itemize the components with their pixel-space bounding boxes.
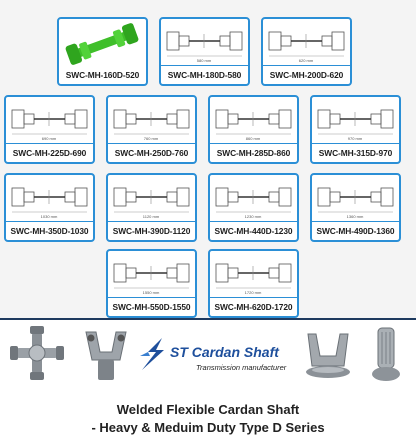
svg-text:1550 mm: 1550 mm	[142, 290, 160, 295]
svg-text:1030 mm: 1030 mm	[40, 214, 58, 219]
shaft-drawing-icon	[213, 100, 294, 144]
product-card[interactable]	[4, 173, 95, 242]
product-card-label: SWC-MH-550D-1550	[108, 297, 195, 316]
product-photo	[62, 22, 143, 66]
technical-drawing	[213, 254, 294, 298]
footer-line-1: Welded Flexible Cardan Shaft	[116, 402, 300, 417]
svg-text:690 mm: 690 mm	[41, 136, 57, 141]
st-logo-icon	[138, 336, 168, 372]
product-card[interactable]	[106, 95, 197, 164]
shaft-drawing-icon	[111, 254, 192, 298]
spline-shaft-icon	[366, 326, 406, 384]
product-card-label: SWC-MH-620D-1720	[210, 297, 297, 316]
product-card[interactable]	[106, 249, 197, 318]
brand-logo-subtitle: Transmission manufacturer	[196, 363, 287, 372]
technical-drawing	[315, 178, 396, 222]
svg-text:860 mm: 860 mm	[245, 136, 261, 141]
product-card[interactable]	[159, 17, 250, 86]
footer-title	[0, 386, 416, 446]
svg-text:620 mm: 620 mm	[298, 58, 314, 63]
shaft-drawing-icon	[213, 178, 294, 222]
svg-text:970 mm: 970 mm	[347, 136, 363, 141]
svg-text:1360 mm: 1360 mm	[346, 214, 364, 219]
shaft-drawing-icon	[315, 178, 396, 222]
product-card[interactable]	[208, 249, 299, 318]
technical-drawing	[213, 178, 294, 222]
yoke-icon	[80, 326, 132, 382]
technical-drawing	[164, 22, 245, 66]
product-card[interactable]	[57, 17, 148, 86]
product-card[interactable]	[208, 95, 299, 164]
svg-text:760 mm: 760 mm	[143, 136, 159, 141]
cross-joint-icon	[8, 326, 66, 380]
product-card-label: SWC-MH-225D-690	[6, 143, 93, 162]
product-card-label: SWC-MH-250D-760	[108, 143, 195, 162]
product-card-label: SWC-MH-490D-1360	[312, 221, 399, 240]
product-card[interactable]	[310, 173, 401, 242]
product-card[interactable]	[310, 95, 401, 164]
product-card-label: SWC-MH-440D-1230	[210, 221, 297, 240]
shaft-drawing-icon	[111, 178, 192, 222]
footer-line-2: - Heavy & Meduim Duty Type D Series	[91, 420, 325, 435]
flange-yoke-icon	[298, 326, 358, 382]
svg-text:580 mm: 580 mm	[196, 58, 212, 63]
brand-logo-text: ST Cardan Shaft	[170, 344, 279, 360]
product-card-label: SWC-MH-350D-1030	[6, 221, 93, 240]
technical-drawing	[315, 100, 396, 144]
shaft-drawing-icon	[9, 100, 90, 144]
technical-drawing	[111, 100, 192, 144]
product-card[interactable]	[4, 95, 95, 164]
shaft-drawing-icon	[111, 100, 192, 144]
shaft-drawing-icon	[315, 100, 396, 144]
product-card-label: SWC-MH-200D-620	[263, 65, 350, 84]
shaft-drawing-icon	[213, 254, 294, 298]
technical-drawing	[213, 100, 294, 144]
technical-drawing	[266, 22, 347, 66]
product-card-label: SWC-MH-315D-970	[312, 143, 399, 162]
green-shaft-icon	[62, 22, 143, 66]
shaft-drawing-icon	[266, 22, 347, 66]
product-card-label: SWC-MH-180D-580	[161, 65, 248, 84]
product-card[interactable]	[208, 173, 299, 242]
product-card-label: SWC-MH-160D-520	[65, 70, 140, 80]
product-card-label: SWC-MH-390D-1120	[108, 221, 195, 240]
product-card[interactable]	[261, 17, 352, 86]
shaft-drawing-icon	[9, 178, 90, 222]
svg-text:1120 mm: 1120 mm	[142, 214, 160, 219]
technical-drawing	[9, 100, 90, 144]
technical-drawing	[111, 254, 192, 298]
brand-banner	[0, 320, 416, 386]
technical-drawing	[9, 178, 90, 222]
product-card[interactable]	[106, 173, 197, 242]
shaft-drawing-icon	[164, 22, 245, 66]
product-card-label: SWC-MH-285D-860	[210, 143, 297, 162]
svg-text:1720 mm: 1720 mm	[244, 290, 262, 295]
technical-drawing	[111, 178, 192, 222]
svg-text:1230 mm: 1230 mm	[244, 214, 262, 219]
